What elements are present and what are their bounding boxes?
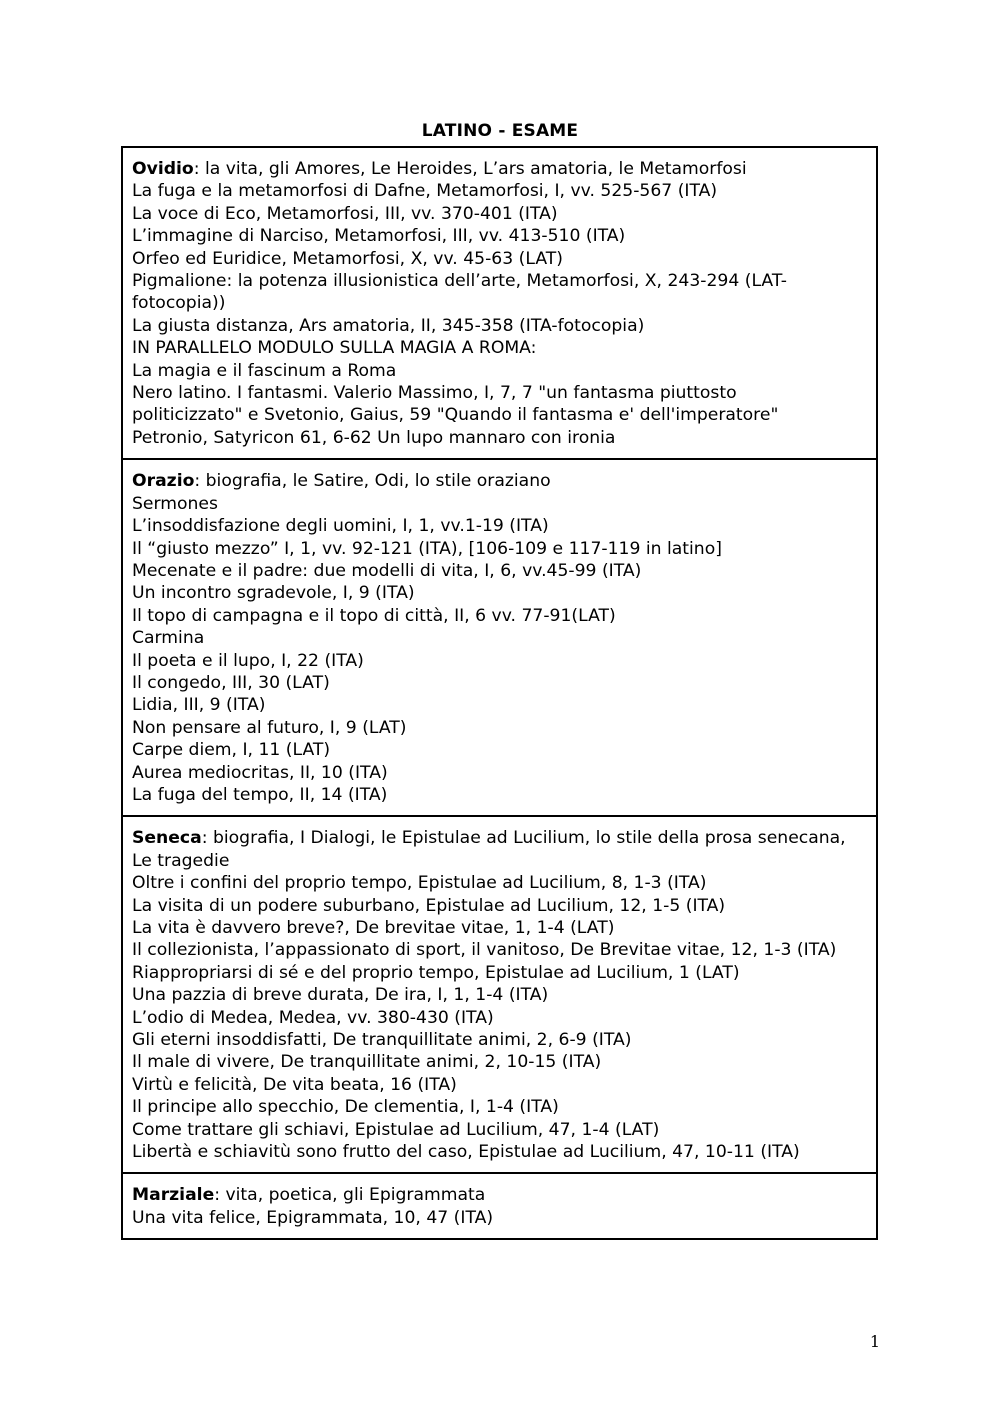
- list-item: IN PARALLELO MODULO SULLA MAGIA A ROMA:: [132, 338, 537, 359]
- list-item: Carpe diem, I, 11 (LAT): [132, 740, 331, 761]
- list-item: Lidia, III, 9 (ITA): [132, 695, 266, 716]
- author-name: Seneca: [132, 828, 202, 849]
- list-item: politicizzato" e Svetonio, Gaius, 59 "Quando il fantasma e' dell'imperatore": [132, 405, 779, 426]
- section-heading: [132, 158, 867, 180]
- list-item: Nero latino. I fantasmi. Valerio Massimo, I, 7, 7 "un fantasma piuttosto: [132, 383, 737, 404]
- list-item: Un incontro sgradevole, I, 9 (ITA): [132, 583, 415, 604]
- section-heading: [132, 470, 867, 492]
- list-item: L’insoddisfazione degli uomini, I, 1, vv.1-19 (ITA): [132, 516, 549, 537]
- list-item: La giusta distanza, Ars amatoria, II, 345-358 (ITA-fotocopia): [132, 315, 645, 336]
- section-heading: [132, 1184, 867, 1206]
- list-item: Aurea mediocritas, II, 10 (ITA): [132, 762, 388, 783]
- list-item: Come trattare gli schiavi, Epistulae ad Lucilium, 47, 1-4 (LAT): [132, 1119, 660, 1140]
- list-item: La visita di un podere suburbano, Epistulae ad Lucilium, 12, 1-5 (ITA): [132, 895, 726, 916]
- list-item: Il topo di campagna e il topo di città, II, 6 vv. 77-91(LAT): [132, 605, 616, 626]
- list-item: Il male di vivere, De tranquillitate animi, 2, 10-15 (ITA): [132, 1052, 602, 1073]
- author-topics: : biografia, le Satire, Odi, lo stile oraziano: [194, 471, 551, 492]
- author-topics: : biografia, I Dialogi, le Epistulae ad Lucilium, lo stile della prosa senecana,: [201, 828, 846, 849]
- list-item: Il collezionista, l’appassionato di sport, il vanitoso, De Brevitae vitae, 12, 1-3 (ITA): [132, 940, 837, 961]
- list-item: La magia e il fascinum a Roma: [132, 360, 397, 381]
- section-seneca: [123, 815, 876, 1172]
- list-item: Il principe allo specchio, De clementia, I, 1-4 (ITA): [132, 1097, 559, 1118]
- author-name: Ovidio: [132, 159, 194, 179]
- author-name: Marziale: [132, 1185, 215, 1206]
- list-item: Oltre i confini del proprio tempo, Epistulae ad Lucilium, 8, 1-3 (ITA): [132, 873, 707, 894]
- section-ovidio: [123, 148, 876, 458]
- list-item: Orfeo ed Euridice, Metamorfosi, X, vv. 45-63 (LAT): [132, 248, 563, 269]
- list-item: Una vita felice, Epigrammata, 10, 47 (ITA): [132, 1207, 494, 1228]
- section-orazio: [123, 458, 876, 815]
- list-item: Carmina: [132, 628, 205, 649]
- author-topics: : vita, poetica, gli Epigrammata: [214, 1185, 486, 1206]
- list-item: Virtù e felicità, De vita beata, 16 (ITA): [132, 1074, 457, 1095]
- list-item: Sermones: [132, 493, 218, 514]
- list-item: Una pazzia di breve durata, De ira, I, 1, 1-4 (ITA): [132, 985, 549, 1006]
- list-item: Libertà e schiavitù sono frutto del caso, Epistulae ad Lucilium, 47, 10-11 (ITA): [132, 1142, 800, 1163]
- list-item: Non pensare al futuro, I, 9 (LAT): [132, 717, 407, 738]
- author-topics: : la vita, gli Amores, Le Heroides, L’ars amatoria, le Metamorfosi: [193, 159, 747, 179]
- list-item: Mecenate e il padre: due modelli di vita, I, 6, vv.45-99 (ITA): [132, 560, 642, 581]
- list-item: La fuga e la metamorfosi di Dafne, Metamorfosi, I, vv. 525-567 (ITA): [132, 181, 718, 202]
- list-item: Il “giusto mezzo” I, 1, vv. 92-121 (ITA), [106-109 e 117-119 in latino]: [132, 538, 722, 559]
- list-item: Riappropriarsi di sé e del proprio tempo, Epistulae ad Lucilium, 1 (LAT): [132, 962, 740, 983]
- list-item: Gli eterni insoddisfatti, De tranquillitate animi, 2, 6-9 (ITA): [132, 1030, 632, 1051]
- list-item: Le tragedie: [132, 850, 230, 871]
- list-item: Pigmalione: la potenza illusionistica dell’arte, Metamorfosi, X, 243-294 (LAT-fotocopia)): [132, 271, 787, 314]
- list-item: La voce di Eco, Metamorfosi, III, vv. 370-401 (ITA): [132, 203, 558, 224]
- section-marziale: [123, 1172, 876, 1238]
- page-number: 1: [869, 1332, 880, 1351]
- list-item: La vita è davvero breve?, De brevitae vitae, 1, 1-4 (LAT): [132, 918, 615, 938]
- list-item: Petronio, Satyricon 61, 6-62 Un lupo mannaro con ironia: [132, 427, 616, 448]
- page-title: LATINO - ESAME: [421, 121, 579, 141]
- syllabus-table: [121, 146, 878, 1240]
- list-item: La fuga del tempo, II, 14 (ITA): [132, 784, 388, 805]
- list-item: L’immagine di Narciso, Metamorfosi, III, vv. 413-510 (ITA): [132, 226, 626, 247]
- list-item: Il poeta e il lupo, I, 22 (ITA): [132, 650, 364, 671]
- section-heading: [132, 827, 867, 849]
- author-name: Orazio: [132, 471, 195, 492]
- list-item: Il congedo, III, 30 (LAT): [132, 672, 330, 693]
- list-item: L’odio di Medea, Medea, vv. 380-430 (ITA): [132, 1007, 494, 1028]
